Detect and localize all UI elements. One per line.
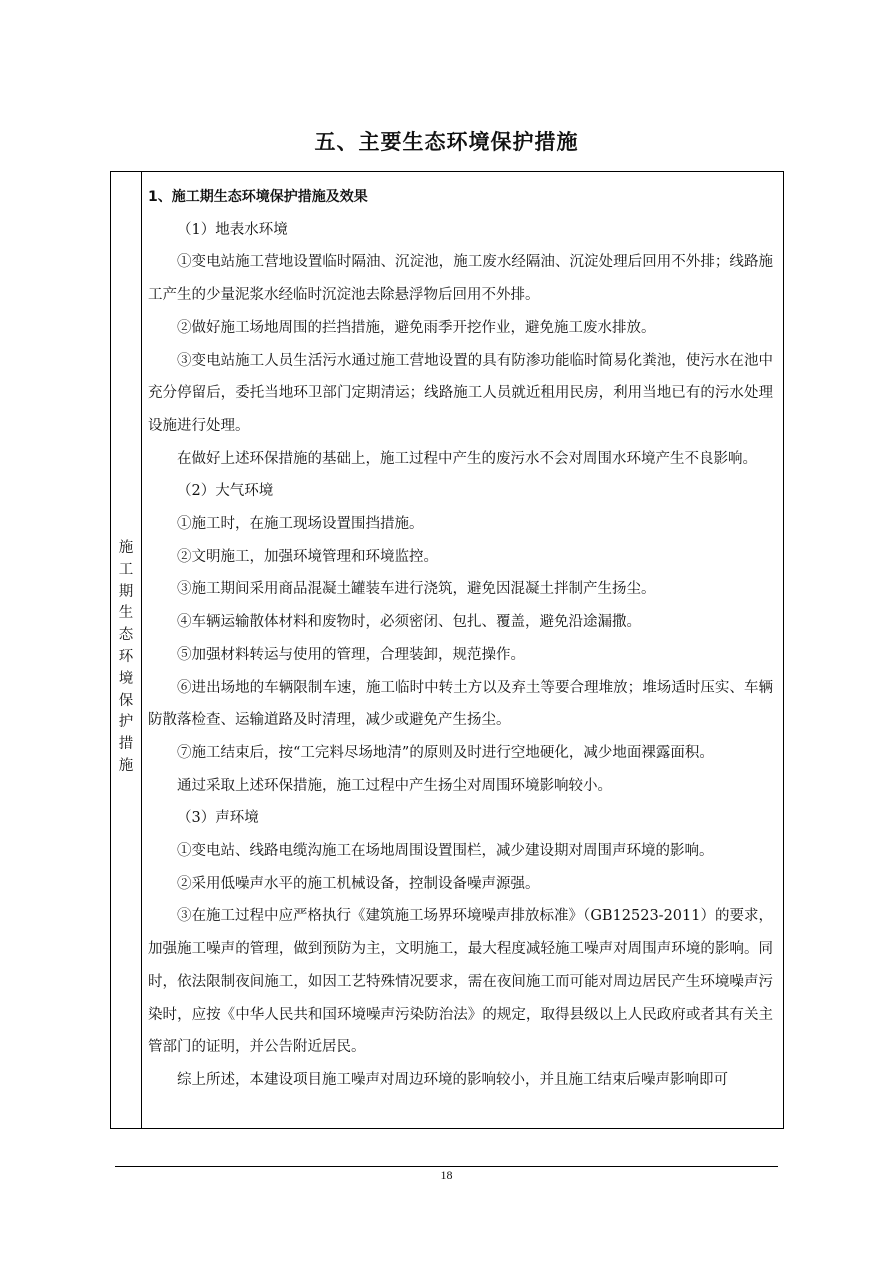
side-label-cell [111, 172, 142, 1128]
page-number: 18 [440, 1168, 453, 1182]
paragraph: 综上所述，本建设项目施工噪声对周边环境的影响较小，并且施工结束后噪声影响即可 [177, 1071, 728, 1088]
paragraph: ①施工时，在施工现场设置围挡措施。 [177, 516, 424, 533]
side-char: 措 [118, 736, 134, 753]
page-title: 五、主要生态环境保护措施 [314, 130, 579, 154]
subsection-heading: （2）大气环境 [177, 483, 274, 500]
paragraph: ③变电站施工人员生活污水通过施工营地设置的具有防渗功能临时简易化粪池，使污水在池中充分停留后，委托当地环卫部门定期清运；线路施工人员就近租用民房，利用当地已有的污水处理设施进行处理。 [148, 352, 773, 434]
measures-table [110, 171, 784, 1129]
paragraph: ⑦施工结束后，按“工完料尽场地清”的原则及时进行空地硬化，减少地面裸露面积。 [177, 744, 714, 761]
side-char: 保 [118, 692, 134, 709]
paragraph: ④车辆运输散体材料和废物时，必须密闭、包扎、覆盖，避免沿途漏撒。 [177, 614, 641, 631]
side-char: 环 [118, 648, 134, 665]
side-char: 态 [118, 627, 134, 644]
subsection-heading: （3）声环境 [177, 810, 259, 827]
paragraph: ⑥进出场地的车辆限制车速，施工临时中转土方以及弃土等要合理堆放；堆场适时压实、车辆防散落检查、运输道路及时清理，减少或避免产生扬尘。 [148, 679, 773, 729]
paragraph: ⑤加强材料转运与使用的管理，合理装卸，规范操作。 [177, 646, 525, 663]
content-cell [142, 172, 783, 1128]
side-char: 期 [118, 583, 134, 600]
side-label [111, 538, 141, 778]
paragraph: ③施工期间采用商品混凝土罐装车进行浇筑，避免因混凝土拌制产生扬尘。 [177, 581, 656, 598]
side-char: 生 [118, 605, 134, 622]
paragraph: ②文明施工，加强环境管理和环境监控。 [177, 548, 438, 565]
paragraph: 通过采取上述环保措施，施工过程中产生扬尘对周围环境影响较小。 [177, 777, 612, 794]
side-char: 护 [118, 714, 134, 731]
paragraph: 在做好上述环保措施的基础上，施工过程中产生的废污水不会对周围水环境产生不良影响。 [177, 450, 757, 467]
side-char: 施 [118, 540, 134, 556]
side-char: 工 [118, 561, 134, 578]
paragraph: ①变电站施工营地设置临时隔油、沉淀池，施工废水经隔油、沉淀处理后回用不外排；线路施工产生的少量泥浆水经临时沉淀池去除悬浮物后回用不外排。 [148, 254, 773, 304]
side-char: 境 [118, 670, 134, 687]
paragraph: ①变电站、线路电缆沟施工在场地周围设置围栏，减少建设期对周围声环境的影响。 [177, 843, 714, 860]
footer-divider [115, 1166, 778, 1167]
section-heading: 1、施工期生态环境保护措施及效果 [148, 189, 368, 205]
subsection-heading: （1）地表水环境 [177, 221, 288, 238]
side-char: 施 [118, 757, 134, 774]
paragraph: ②采用低噪声水平的施工机械设备，控制设备噪声源强。 [177, 875, 540, 892]
paragraph: ③在施工过程中应严格执行《建筑施工场界环境噪声排放标准》（GB12523-2011）的要求，加强施工噪声的管理，做到预防为主，文明施工，最大程度减轻施工噪声对周围声环境的影响。同时，依法限制夜间施工，如因工艺特殊情况要求，需在夜间施工而可能对周边居民产生环境噪声污染时，应按《中华人民共和国环境噪声污染防治法》的规定，取得县级以上人民政府或者其有关主管部门的证明，并公告附近居民。 [148, 908, 773, 1056]
paragraph: ②做好施工场地周围的拦挡措施，避免雨季开挖作业，避免施工废水排放。 [177, 319, 656, 336]
